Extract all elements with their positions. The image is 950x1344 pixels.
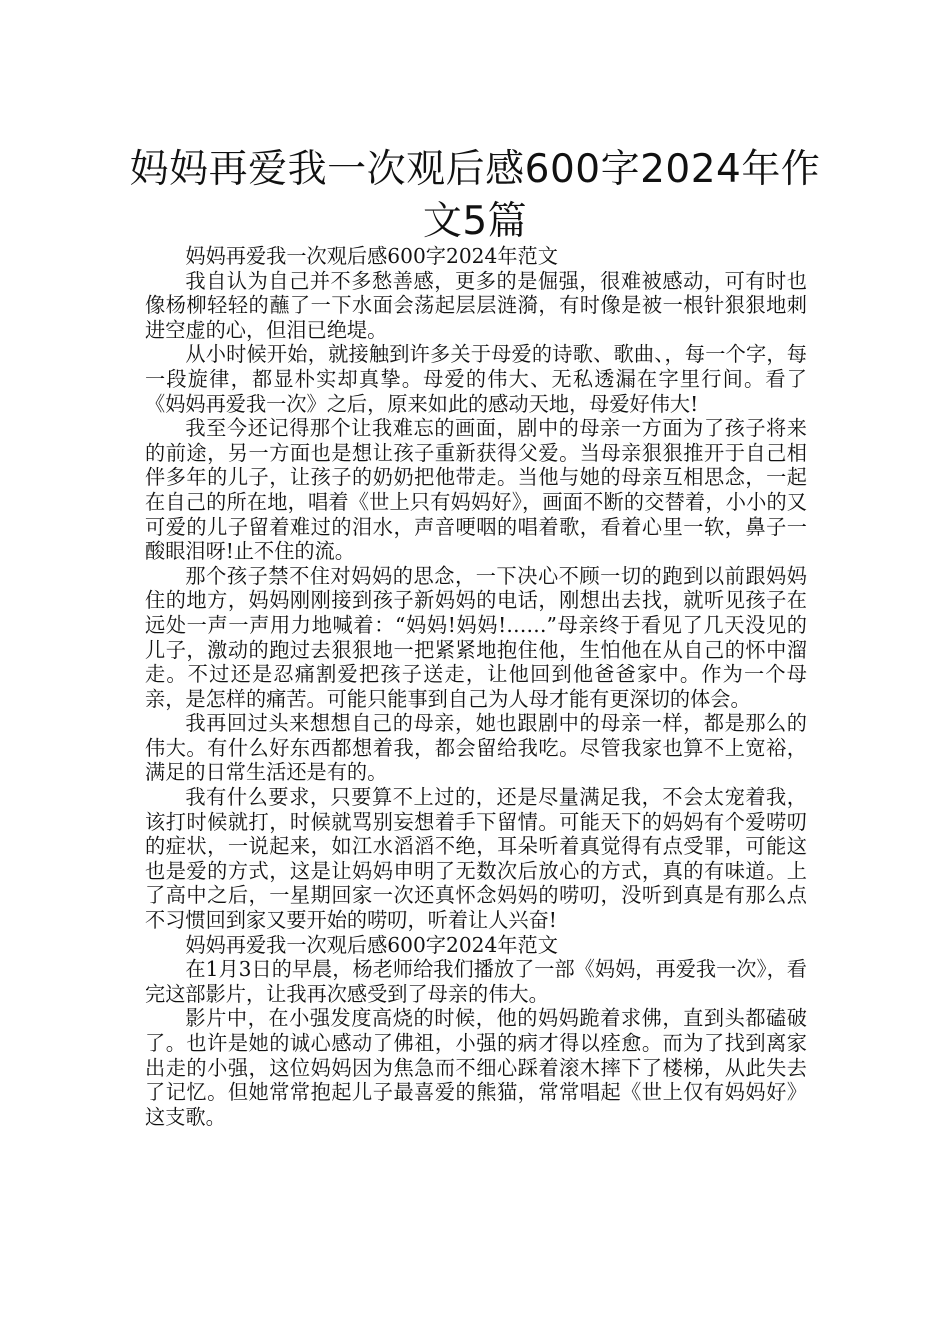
body-paragraph: 那个孩子禁不住对妈妈的思念，一下决心不顾一切的跑到以前跟妈妈住的地方，妈妈刚刚接到孩子新妈妈的电话，刚想出去找，就听见孩子在远处一声一声用力地喊着：“妈妈!妈妈!……”母亲终于看见了几天没见的儿子，激动的跑过去狠狠地一把紧紧地抱住他，生怕他在从自己的怀中溜走。不过还是忍痛割爱把孩子送走，让他回到他爸爸家中。作为一个母亲，是怎样的痛苦。可能只能事到自己为人母才能有更深切的体会。 — [145, 563, 807, 711]
section-heading: 妈妈再爱我一次观后感600字2024年范文 — [185, 932, 558, 957]
body-paragraph: 我再回过头来想想自己的母亲，她也跟剧中的母亲一样，都是那么的伟大。有什么好东西都想着我，都会留给我吃。尽管我家也算不上宽裕，满足的日常生活还是有的。 — [145, 711, 807, 785]
document-title: 妈妈再爱我一次观后感600字2024年作文5篇 — [129, 147, 821, 245]
body-paragraph: 我至今还记得那个让我难忘的画面，剧中的母亲一方面为了孩子将来的前途，另一方面也是想让孩子重新获得父爱。当母亲狠狠推开于自己相伴多年的儿子，让孩子的奶奶把他带走。当他与她的母亲互相思念，一起在自己的所在地，唱着《世上只有妈妈好》，画面不断的交替着，小小的又可爱的儿子留着难过的泪水，声音哽咽的唱着歌，看着心里一软，鼻子一酸眼泪呀!止不住的流。 — [145, 416, 807, 564]
body-paragraph: 在1月3日的早晨，杨老师给我们播放了一部《妈妈，再爱我一次》，看完这部影片，让我再次感受到了母亲的伟大。 — [145, 957, 807, 1006]
body-paragraph: 我自认为自己并不多愁善感，更多的是倔强，很难被感动，可有时也像杨柳轻轻的蘸了一下水面会荡起层层涟漪，有时像是被一根针狠狠地刺进空虚的心，但泪已绝堤。 — [145, 268, 807, 342]
document-body — [145, 244, 807, 1129]
body-paragraph: 我有什么要求，只要算不上过的，还是尽量满足我，不会太宠着我，该打时候就打，时候就骂别妄想着手下留情。可能天下的妈妈有个爱唠叨的症状，一说起来，如江水滔滔不绝，耳朵听着真觉得有点受罪，可能这也是爱的方式，这是让妈妈申明了无数次后放心的方式，真的有味道。上了高中之后，一星期回家一次还真怀念妈妈的唠叨，没听到真是有那么点不习惯回到家又要开始的唠叨，听着让人兴奋! — [145, 785, 807, 933]
body-paragraph: 影片中，在小强发度高烧的时候，他的妈妈跪着求佛，直到头都磕破了。也许是她的诚心感动了佛祖，小强的病才得以痊愈。而为了找到离家出走的小强，这位妈妈因为焦急而不细心踩着滚木摔下了楼梯，从此失去了记忆。但她常常抱起儿子最喜爱的熊猫，常常唱起《世上仅有妈妈好》这支歌。 — [145, 1006, 807, 1129]
section-heading: 妈妈再爱我一次观后感600字2024年范文 — [185, 244, 558, 268]
body-paragraph: 从小时候开始，就接触到许多关于母爱的诗歌、歌曲、，每一个字，每一段旋律，都显朴实却真挚。母爱的伟大、无私透漏在字里行间。看了《妈妈再爱我一次》之后，原来如此的感动天地，母爱好伟大! — [145, 342, 807, 416]
